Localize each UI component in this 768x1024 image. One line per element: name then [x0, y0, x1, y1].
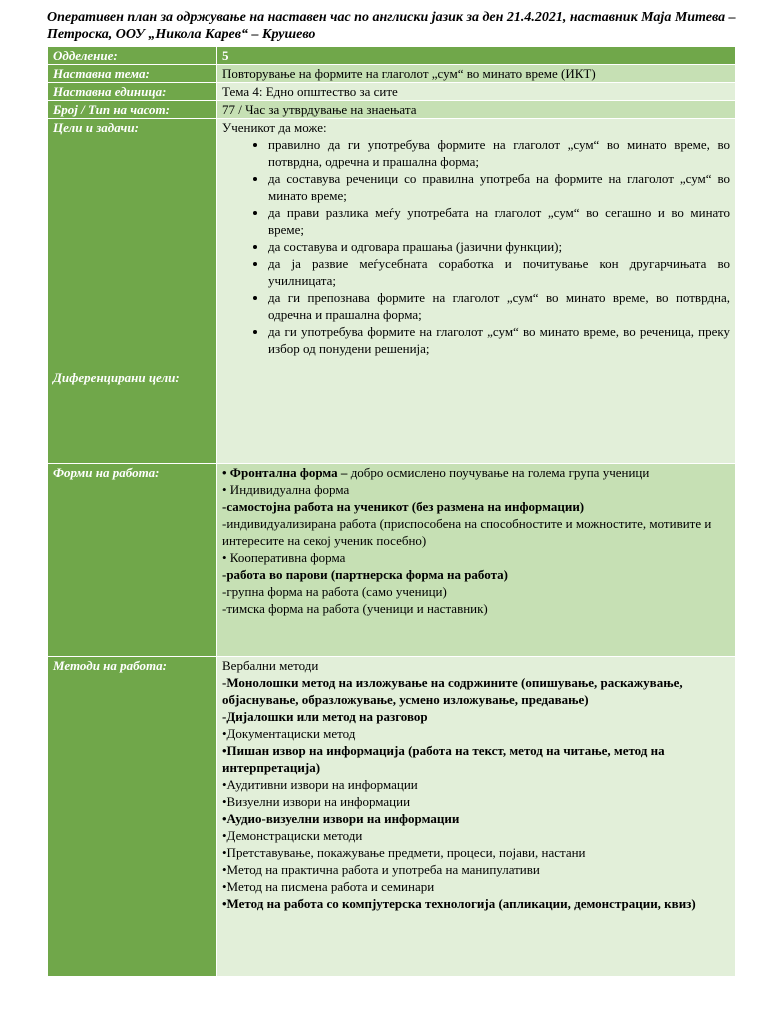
row-grade [48, 47, 736, 65]
goal-item: • да составува реченици со правилна употреба на формите на глаголот „сум“ во минато време; [268, 170, 730, 204]
unit-value: Тема 4: Едно општество за сите [217, 83, 736, 101]
work-form-line: -индивидуализирана работа (приспособена на способностите и можностите, мотивите и интересите на секој ученик посебно) [222, 516, 712, 548]
goal-item: • да составува и одговара прашања (јазични функции); [268, 238, 730, 255]
row-lesson [48, 101, 736, 119]
work-methods-value [217, 657, 736, 977]
differentiated-list [222, 289, 730, 357]
goals-label-cell [48, 119, 217, 464]
lesson-label: Број / Тип на часот: [48, 101, 217, 119]
theme-value: Повторување на формите на глаголот „сум“ во минато време (ИКТ) [217, 65, 736, 83]
row-goals [48, 119, 736, 464]
method-line: Вербални методи [222, 658, 319, 673]
goal-item: • правилно да ги употребува формите на глаголот „сум“ во минато време, во потврдна, одречна и прашална форма; [268, 136, 730, 170]
work-methods-label: Методи на работа: [48, 657, 217, 977]
row-unit [48, 83, 736, 101]
unit-label: Наставна единица: [48, 83, 217, 101]
goals-label: Цели и задачи: [53, 120, 139, 135]
work-form-line: -тимска форма на работа (ученици и наставник) [222, 601, 488, 616]
method-line: •Метод на практична работа и употреба на манипулативи [222, 862, 540, 877]
method-line: •Метод на писмена работа и семинари [222, 879, 435, 894]
goal-item: • да прави разлика меѓу употребата на глаголот „сум“ во сегашно и во минато време; [268, 204, 730, 238]
lesson-plan-table [47, 46, 736, 977]
row-theme [48, 65, 736, 83]
work-form-line: -групна форма на работа (само ученици) [222, 584, 447, 599]
method-line: •Пишан извор на информација (работа на текст, метод на читање, метод на интерпретација) [222, 743, 665, 775]
work-form-line [222, 464, 730, 481]
work-form-line: • Кооперативна форма [222, 550, 346, 565]
work-forms-value [217, 464, 736, 657]
method-line: •Метод на работа со компјутерска технологија (апликации, демонстрации, квиз) [222, 896, 696, 911]
method-line: •Документациски метод [222, 726, 356, 741]
method-line: •Демонстрациски методи [222, 828, 363, 843]
method-line: -Монолошки метод на изложување на содржините (опишување, раскажување, објаснување, образложување, усмено изложување, предавање) [222, 675, 683, 707]
differentiated-label: Диференцирани цели: [53, 370, 180, 385]
method-line: •Претставување, покажување предмети, процеси, појави, настани [222, 845, 586, 860]
grade-value: 5 [217, 47, 736, 65]
work-form-line: -самостојна работа на ученикот (без размена на информации) [222, 499, 585, 514]
document-heading: Оперативен план за одржување на наставен час по англиски јазик за ден 21.4.2021, наставник Маја Митева – Петроска, ООУ „Никола Карев“ – Крушево [47, 10, 736, 42]
method-line: •Аудитивни извори на информации [222, 777, 418, 792]
goal-item: • да ја развие меѓусебната соработка и почитување кон другарчињата во училницата; [268, 255, 730, 289]
method-line: -Дијалошки или метод на разговор [222, 709, 428, 724]
row-work-forms [48, 464, 736, 657]
work-form-line: • Индивидуална форма [222, 482, 350, 497]
theme-label: Наставна тема: [48, 65, 217, 83]
frontal-form-title: • Фронтална форма – [222, 465, 348, 480]
work-forms-label: Форми на работа: [48, 464, 217, 657]
goals-list [222, 136, 730, 289]
grade-label: Одделение: [48, 47, 217, 65]
goals-intro: Ученикот да може: [222, 120, 327, 135]
method-line: •Визуелни извори на информации [222, 794, 411, 809]
frontal-form-desc: добро осмислено поучување на голема група ученици [347, 465, 650, 480]
differentiated-item: • да ги препознава формите на глаголот „сум“ во минато време, во потврдна, одречна и прашална форма; [268, 289, 730, 323]
method-line: •Аудио-визуелни извори на информации [222, 811, 460, 826]
lesson-value: 77 / Час за утврдување на знаењата [217, 101, 736, 119]
differentiated-item: • да ги употребува формите на глаголот „сум“ во минато време, во реченица, преку избор од понудени решенија; [268, 323, 730, 357]
row-work-methods [48, 657, 736, 977]
goals-value-cell [217, 119, 736, 464]
work-form-line: -работа во парови (партнерска форма на работа) [222, 567, 508, 582]
